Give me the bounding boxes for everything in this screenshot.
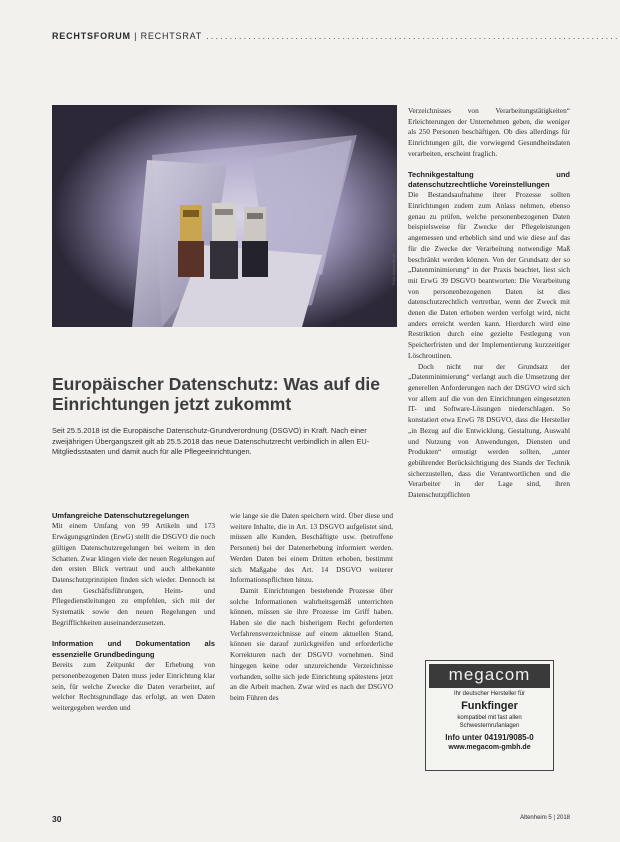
text-column-3 xyxy=(408,106,570,501)
paragraph: Bereits zum Zeitpunkt der Erhebung von personenbezogenen Daten muss jeder Einrichtung klar sein, für welche Zwecke die Daten verarbeitet, auf welcher Rechtsgrundlage das erfolgt, an wen Daten weitergegeben werden und xyxy=(52,660,215,713)
publication-info: Altenheim 5 | 2018 xyxy=(520,815,570,821)
paragraph: wie lange sie die Daten speichern wird. Über diese und weitere Inhalte, die in Art. 13 DSGVO aufgelistet sind, müssen alle Kunden, Beschäftigte usw. (betroffene Personen) bei der Datenerhebung informiert werden. Werden Daten bei einem Dritten erhoben, bestimmt sich Maßgabe des Art. 14 DSGVO weiterer Informationspflichten hinzu. xyxy=(230,511,393,585)
subsection-name: RECHTSRAT xyxy=(140,31,203,41)
section-header xyxy=(52,31,620,45)
ad-phone: Info unter 04191/9085-0 xyxy=(445,733,534,742)
usb-sticks-illustration xyxy=(52,105,397,327)
subheading: Information und Dokumentation als essenzielle Grundbedingung xyxy=(52,639,215,659)
ad-text: Ihr deutscher Hersteller für xyxy=(453,691,526,697)
subheading: Umfangreiche Datenschutzregelungen xyxy=(52,511,190,520)
ad-product: Funkfinger xyxy=(461,700,518,712)
article-lead: Seit 25.5.2018 ist die Europäische Datenschutz-Grundverordnung (DSGVO) in Kraft. Nach einer zweijährigen Übergangszeit gilt ab 25.5.2018 das neue Datenschutzrecht verbindlich in allen EU-Mitgliedsstaaten und damit auch für alle Pflegeeinrichtungen. xyxy=(52,426,370,457)
paragraph: Mit einem Umfang von 99 Artikeln und 173 Erwägungsgründen (ErwG) stellt die DSGVO die noch gültigen Datenschutzregelungen bei weitem in den Schatten. Zwar klingen viele der neuen Regelungen auf den ersten Blick vertraut und auch altbekannte Datenschutzprinzipien finden sich wieder. Dennoch ist den Geschäftsführungen, Heim- und Pflegedienstleitungen zu empfehlen, sich mit der Systematik sowie den neuen Regelungen und Begrifflichkeiten auseinanderzusetzen. xyxy=(52,521,215,627)
article-headline: Europäischer Datenschutz: Was auf die Einrichtungen jetzt zukommt xyxy=(52,374,381,414)
article-photo xyxy=(52,105,397,327)
text-column-1 xyxy=(52,511,215,714)
advertisement-box xyxy=(425,660,554,771)
paragraph: Damit Einrichtungen bestehende Prozesse über solche Informationen wahrheitsgemäß unterrichten können, müssen sie ihre Prozesse im Griff haben. Haben sie die nach bisherigem Recht geforderten Verfahrensverzeichnisse auf einem aktuellen Stand, können sie darauf zurückgreifen und erforderliche Korrekturen nach der DSGVO vornehmen. Sind hingegen keine oder unzureichende Verzeichnisse vorhanden, sollte sich jede Einrichtung spätestens jetzt an die Arbeit machen. Zwar wird es nach der DSGVO beim Führen des xyxy=(230,585,393,702)
header-dots: ........................................................................................ xyxy=(206,31,620,41)
page-number: 30 xyxy=(52,814,62,824)
subheading: Technikgestaltung und datenschutzrechtliche Voreinstellungen xyxy=(408,169,570,189)
paragraph: Doch nicht nur der Grundsatz der „Datenminimierung“ verlangt auch die Umsetzung der generellen Anforderungen nach der DSGVO wird sich vor allem auf die von den Einrichtungen eingesetzten IT- und Software-Lösungen niederschlagen. So konstatiert etwa ErwG 78 DSGVO, dass die Hersteller „in Bezug auf die Entwicklung, Gestaltung, Auswahl und Nutzung von Anwendungen, Diensten und Produkten“ ermutigt werden sollten, „unter gebührender Berücksichtigung des Stands der Technik sicherzustellen, dass die Verantwortlichen und die Verarbeiter in der Lage sind, ihren Datenschutzpflichten xyxy=(408,361,570,500)
header-separator: | xyxy=(134,31,138,41)
ad-logo-bar xyxy=(429,664,550,688)
photo-credit: Foto: AdobeStock xyxy=(391,253,396,285)
text-column-2 xyxy=(230,511,393,704)
ad-text: Schwesternrufanlagen xyxy=(459,723,520,729)
ad-text: kompatibel mit fast allen xyxy=(457,715,522,721)
section-name: RECHTSFORUM xyxy=(52,31,131,41)
ad-website: www.megacom-gmbh.de xyxy=(448,744,531,751)
paragraph: Verzeichnisses von Verarbeitungstätigkeiten“ Erleichterungen der Unternehmen geben, die weniger als 250 Personen beschäftigen. Ob dies allerdings für Einrichtungen gilt, die vorwiegend Gesundheitsdaten verarbeiten, erscheint fraglich. xyxy=(408,106,570,158)
paragraph: Die Bestandsaufnahme ihrer Prozesse sollten Einrichtungen zudem zum Anlass nehmen, ebenso genau zu prüfen, welche personenbezogenen Daten beispielsweise für Zwecke der Pflegeleistungen angemessen und erheblich sind und wie diese auf das für die Zwecke der Verarbeitung notwendige Maß beschränkt werden können. Von der Grundsatz der so „Datenminimierung“ in der Praxis beachtet, liest sich mit ErwG 39 DSGVO beantworten: Die Verarbeitung von personenbezogenen Daten ist dies datenschutzrechtlich vertretbar, wenn der Zweck mit denen die Daten erhoben werden verfolgt wird, nicht anders erreicht werden kann. Hierdurch wird eine Restriktion durch eine gezielte Festlegung von Speicherfristen und der Implementierung kurzzeitiger Löschroutinen. xyxy=(408,190,570,360)
megacom-logo: megacom xyxy=(448,665,531,684)
